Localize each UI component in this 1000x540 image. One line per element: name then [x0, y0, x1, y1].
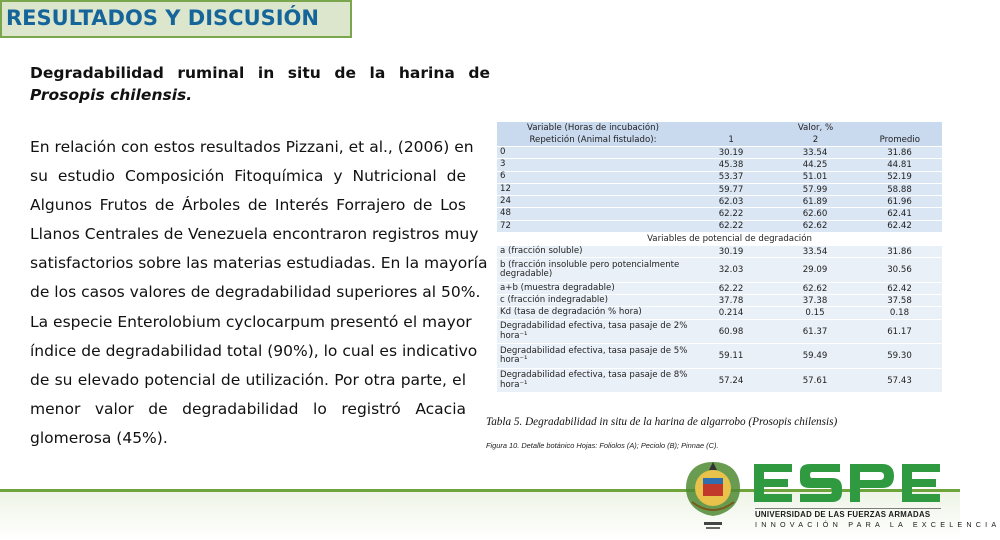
cell-value-1: 60.98 [718, 326, 744, 337]
body-line: En relación con estos resultados Pizzani, et al., (2006) en [30, 138, 474, 156]
cell-value-1: 45.38 [718, 159, 744, 170]
page-title: RESULTADOS Y DISCUSIÓN [6, 6, 319, 30]
table-row [497, 147, 942, 159]
table-row [497, 283, 942, 295]
table-row [497, 184, 942, 196]
degradability-table [497, 122, 942, 393]
cell-value-1: 53.37 [718, 172, 744, 183]
header-valor: Valor, % [797, 123, 834, 133]
header-col-avg: Promedio [879, 135, 921, 145]
table-section-row [497, 233, 942, 246]
cell-average: 62.42 [887, 283, 912, 294]
cell-average: 44.81 [887, 159, 912, 170]
cell-value-1: 32.03 [718, 265, 744, 276]
cell-value-2: 57.61 [802, 375, 828, 386]
table-row [497, 172, 942, 184]
cell-average: 31.86 [887, 147, 912, 158]
cell-value-1: 59.77 [718, 184, 744, 195]
university-name: UNIVERSIDAD DE LAS FUERZAS ARMADAS [755, 508, 941, 519]
cell-value-2: 61.37 [802, 326, 828, 337]
cell-value-1: 62.22 [718, 221, 744, 232]
cell-value-1: 59.11 [718, 351, 744, 362]
cell-value-2: 29.09 [802, 265, 828, 276]
cell-value-1: 62.22 [718, 209, 744, 220]
row-label: 3 [500, 159, 506, 170]
espe-wordmark-icon [752, 458, 942, 508]
cell-value-1: 30.19 [718, 147, 744, 158]
table-caption: Tabla 5. Degradabilidad in situ de la harina de algarrobo (Prosopis chilensis) [486, 416, 838, 428]
row-label: a (fracción soluble) [500, 245, 583, 256]
body-line: glomerosa (45%). [30, 428, 168, 447]
row-label: b (fracción insoluble pero potencialmente degradable) [500, 259, 680, 280]
body-line: índice de degradabilidad total (90%), lo cual es indicativo [30, 341, 478, 360]
row-label: 72 [500, 220, 511, 231]
cell-value-2: 33.54 [802, 147, 828, 158]
cell-value-1: 0.214 [718, 308, 744, 319]
table-row [497, 258, 942, 283]
row-label: Kd (tasa de degradación % hora) [500, 307, 642, 318]
cell-average: 31.86 [887, 246, 912, 257]
row-label: a+b (muestra degradable) [500, 282, 615, 293]
cell-value-2: 62.60 [802, 209, 828, 220]
cell-value-2: 57.99 [802, 184, 828, 195]
cell-value-2: 33.54 [802, 246, 828, 257]
title-bar [0, 0, 352, 38]
header-col-2: 2 [812, 135, 819, 145]
table-row [497, 295, 942, 307]
cell-value-1: 30.19 [718, 246, 744, 257]
body-line: Llanos Centrales de Venezuela encontraron registros muy [30, 225, 479, 244]
header-variable: Variable (Horas de incubación) [527, 123, 659, 133]
row-label: c (fracción indegradable) [500, 295, 608, 306]
university-seal-icon [682, 458, 744, 534]
header-repeticion: Repetición (Animal fistulado): [529, 135, 657, 145]
cell-average: 61.96 [887, 196, 912, 207]
cell-average: 62.42 [887, 221, 912, 232]
header-col-1: 1 [728, 135, 734, 145]
table-row [497, 221, 942, 233]
cell-average: 37.58 [887, 295, 912, 306]
cell-average: 52.19 [887, 172, 912, 183]
cell-average: 62.41 [887, 209, 912, 220]
figure-caption: Figura 10. Detalle botánico Hojas: Foliolos (A); Peciolo (B); Pinnae (C). [486, 441, 719, 450]
table-row [497, 320, 942, 345]
body-line: su estudio Composición Fitoquímica y Nutricional de [30, 167, 466, 186]
row-label: 12 [500, 183, 511, 194]
row-label: Degradabilidad efectiva, tasa pasaje de 8% hora⁻¹ [500, 370, 688, 390]
table-header-row [497, 122, 942, 147]
cell-value-2: 0.15 [805, 308, 825, 319]
row-label: 48 [500, 208, 511, 219]
row-label: 24 [500, 196, 511, 207]
cell-value-1: 62.03 [718, 196, 744, 207]
cell-value-1: 57.24 [718, 375, 744, 386]
cell-value-2: 62.62 [802, 283, 828, 294]
cell-average: 59.30 [887, 351, 912, 362]
subtitle-line-2: Prosopis chilensis. [30, 86, 193, 104]
body-line: Algunos Frutos de Árboles de Interés Forrajero de Los [30, 196, 466, 215]
row-label: 0 [500, 146, 506, 157]
cell-value-2: 51.01 [802, 172, 828, 183]
body-line: menor valor de degradabilidad lo registró Acacia [30, 399, 466, 418]
row-label: Degradabilidad efectiva, tasa pasaje de 2% hora⁻¹ [500, 321, 688, 341]
body-line: satisfactorios sobre las materias estudiadas. En la mayoría [30, 254, 488, 273]
cell-value-2: 44.25 [802, 159, 828, 170]
table-row [497, 208, 942, 220]
cell-value-1: 62.22 [718, 283, 744, 294]
cell-average: 57.43 [887, 375, 912, 386]
body-line: de su elevado potencial de utilización. Por otra parte, el [30, 370, 466, 389]
cell-average: 58.88 [887, 184, 912, 195]
table-row [497, 246, 942, 258]
table-row [497, 196, 942, 208]
university-tagline: INNOVACIÓN PARA LA EXCELENCIA [755, 520, 1000, 529]
subtitle-line-1: Degradabilidad ruminal in situ de la harina de [30, 64, 490, 82]
body-paragraph [30, 133, 488, 453]
table-row [497, 307, 942, 319]
cell-value-1: 37.78 [718, 295, 744, 306]
row-label: 6 [500, 171, 506, 182]
cell-average: 0.18 [889, 308, 910, 319]
cell-value-2: 62.62 [802, 221, 828, 232]
cell-average: 61.17 [887, 326, 912, 337]
body-line: de los casos valores de degradabilidad superiores al 50%. [30, 283, 481, 302]
section-label: Variables de potencial de degradación [647, 234, 812, 245]
table-row [497, 159, 942, 171]
cell-value-2: 59.49 [802, 351, 828, 362]
table-row [497, 344, 942, 369]
row-label: Degradabilidad efectiva, tasa pasaje de 5% hora⁻¹ [500, 345, 688, 366]
table-row [497, 369, 942, 394]
section-subtitle [30, 62, 490, 106]
cell-value-2: 61.89 [802, 196, 828, 207]
body-line: La especie Enterolobium cyclocarpum presentó el mayor [30, 312, 472, 331]
cell-average: 30.56 [887, 265, 912, 276]
cell-value-2: 37.38 [802, 295, 828, 306]
